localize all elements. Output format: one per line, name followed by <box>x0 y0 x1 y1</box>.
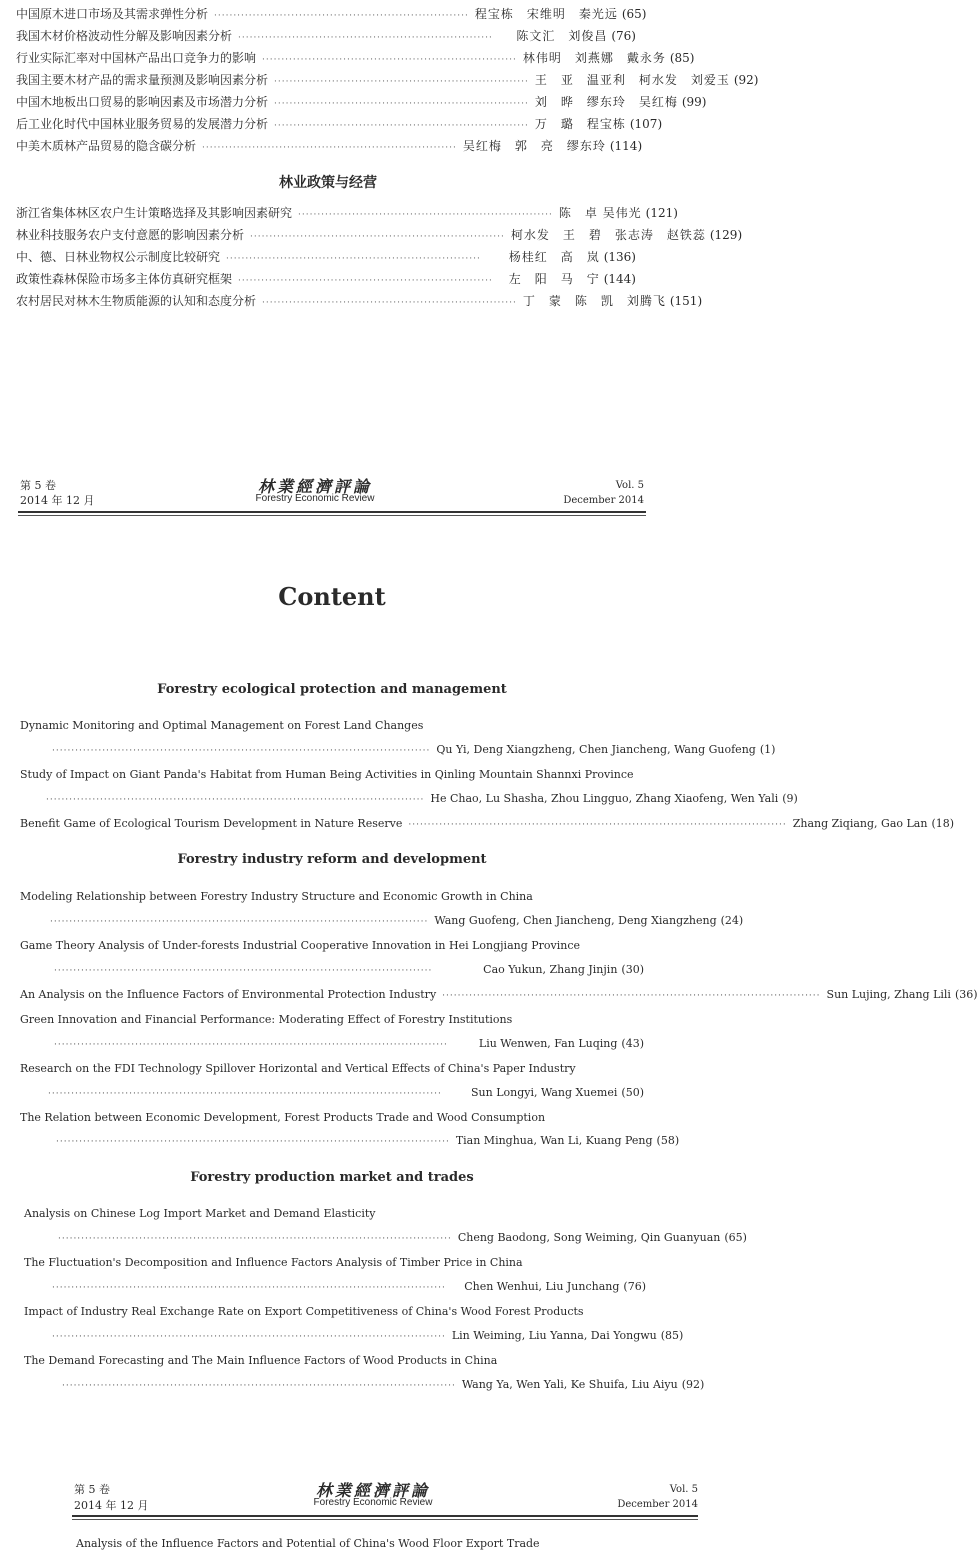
leader-dots: ·································································· <box>262 55 517 65</box>
toc-entry-byline[interactable] <box>56 1133 680 1149</box>
entry-title: An Analysis on the Influence Factors of Environmental Protection Industry <box>20 988 437 1001</box>
toc-entry-title-cut[interactable]: Analysis of the Influence Factors and Potential of China's Wood Floor Export Trade <box>76 1537 540 1550</box>
cn-section-heading: 林业政策与经营 <box>279 175 377 191</box>
toc-entry-title[interactable]: Analysis on Chinese Log Import Market and Demand Elasticity <box>24 1207 376 1220</box>
header-date-cn: 2014 年 12 月 <box>20 494 95 507</box>
entry-authors: Chen Wenhui, Liu Junchang <box>464 1280 620 1293</box>
header-volume-en: Vol. 5 <box>615 480 644 491</box>
toc-entry-cn[interactable] <box>16 49 695 67</box>
leader-dots: ······································································································ <box>48 1089 442 1099</box>
entry-authors: 陈 卓 吴伟光 <box>558 206 642 220</box>
header-date-en: December 2014 <box>617 1499 698 1510</box>
leader-dots: ·································································· <box>298 210 553 220</box>
leader-dots: ·································································· <box>214 11 469 21</box>
toc-entry-byline[interactable] <box>52 742 776 758</box>
leader-dots: ······································································································ <box>52 1332 446 1342</box>
entry-title: 中、德、日林业物权公示制度比较研究 <box>16 250 221 264</box>
entry-page: (76) <box>623 1280 646 1293</box>
entry-authors: Wang Ya, Wen Yali, Ke Shuifa, Liu Aiyu <box>461 1378 678 1391</box>
entry-title: 农村居民对林木生物质能源的认知和态度分析 <box>16 294 257 308</box>
entry-authors: 林伟明 刘燕娜 戴永务 <box>522 51 666 65</box>
entry-authors: 万 璐 程宝栋 <box>534 117 626 131</box>
entry-authors: 杨桂红 高 岚 <box>508 250 600 264</box>
toc-entry-byline[interactable] <box>50 913 744 929</box>
entry-title: 我国木材价格波动性分解及影响因素分析 <box>16 29 233 43</box>
header-rule <box>18 511 646 513</box>
entry-page: (107) <box>629 117 663 131</box>
entry-authors: 王 亚 温亚利 柯水发 刘爱玉 <box>534 73 730 87</box>
entry-authors: Sun Longyi, Wang Xuemei <box>471 1086 618 1099</box>
leader-dots: ······································································································ <box>62 1381 456 1391</box>
toc-entry-title[interactable]: Game Theory Analysis of Under-forests Industrial Cooperative Innovation in Hei Longjiang Province <box>20 939 581 952</box>
journal-logo: 林業經濟評論 <box>315 1481 430 1500</box>
toc-entry-cn[interactable] <box>16 137 643 155</box>
journal-name-en: Forestry Economic Review <box>255 493 375 504</box>
entry-authors: 吴红梅 郭 亮 缪东玲 <box>462 139 606 153</box>
entry-title: 政策性森林保险市场多主体仿真研究框架 <box>16 272 233 286</box>
leader-dots: ·································································· <box>274 77 529 87</box>
toc-entry-cn[interactable] <box>16 71 759 89</box>
header-rule-thin <box>18 515 646 516</box>
leader-dots: ·································································· <box>274 121 529 131</box>
entry-authors: 刘 晔 缪东玲 吴红梅 <box>534 95 678 109</box>
entry-authors: 左 阳 马 宁 <box>508 272 600 286</box>
toc-entry-title[interactable]: The Demand Forecasting and The Main Influence Factors of Wood Products in China <box>24 1354 498 1367</box>
toc-entry[interactable] <box>20 987 978 1003</box>
toc-entry[interactable] <box>20 816 955 832</box>
toc-entry-cn[interactable] <box>16 27 636 45</box>
toc-entry-cn[interactable] <box>16 115 663 133</box>
header-rule-thin <box>72 1519 698 1520</box>
leader-dots: ·································································· <box>226 254 481 264</box>
entry-authors: 柯水发 王 碧 张志涛 赵铁蕊 <box>510 228 706 242</box>
entry-authors: Cheng Baodong, Song Weiming, Qin Guanyuan <box>457 1231 721 1244</box>
entry-title: Benefit Game of Ecological Tourism Development in Nature Reserve <box>20 817 403 830</box>
entry-title: 中国木地板出口贸易的影响因素及市场潜力分析 <box>16 95 269 109</box>
header-date-cn: 2014 年 12 月 <box>74 1499 149 1512</box>
entry-title: 后工业化时代中国林业服务贸易的发展潜力分析 <box>16 117 269 131</box>
page-title: Content <box>278 582 386 611</box>
entry-page: (18) <box>931 817 955 830</box>
toc-entry-byline[interactable] <box>48 1085 644 1101</box>
entry-title: 中国原木进口市场及其需求弹性分析 <box>16 7 209 21</box>
toc-entry-title[interactable]: Research on the FDI Technology Spillover Horizontal and Vertical Effects of China's Paper Industry <box>20 1062 576 1075</box>
entry-page: (99) <box>681 95 707 109</box>
toc-entry-title[interactable]: Impact of Industry Real Exchange Rate on Export Competitiveness of China's Wood Forest Products <box>24 1305 584 1318</box>
toc-entry-byline[interactable] <box>54 1036 644 1052</box>
toc-entry-byline[interactable] <box>54 962 644 978</box>
toc-entry-cn[interactable] <box>16 93 707 111</box>
entry-page: (92) <box>681 1378 705 1391</box>
entry-title: 行业实际汇率对中国林产品出口竞争力的影响 <box>16 51 257 65</box>
header-date-en: December 2014 <box>563 495 644 506</box>
entry-page: (114) <box>609 139 643 153</box>
header-volume-cn: 第 5 卷 <box>74 1483 110 1496</box>
journal-name-en: Forestry Economic Review <box>313 1497 433 1508</box>
toc-entry-title[interactable]: Dynamic Monitoring and Optimal Management on Forest Land Changes <box>20 719 424 732</box>
toc-entry-title[interactable]: Study of Impact on Giant Panda's Habitat from Human Being Activities in Qinling Mountain Shannxi Province <box>20 768 634 781</box>
entry-page: (151) <box>669 294 703 308</box>
toc-entry-byline[interactable] <box>52 1328 684 1344</box>
entry-page: (144) <box>603 272 636 286</box>
leader-dots: ·································································· <box>238 33 493 43</box>
entry-page: (65) <box>724 1231 747 1244</box>
toc-entry-title[interactable]: Modeling Relationship between Forestry Industry Structure and Economic Growth in China <box>20 890 533 903</box>
leader-dots: ·································································· <box>202 143 457 153</box>
entry-authors: 丁 蒙 陈 凯 刘腾飞 <box>522 294 666 308</box>
header-volume-en: Vol. 5 <box>669 1484 698 1495</box>
leader-dots: ·································································································· <box>52 746 431 756</box>
entry-page: (43) <box>621 1037 644 1050</box>
header-rule <box>72 1515 698 1517</box>
leader-dots: ·································································································· <box>46 795 425 805</box>
toc-entry-byline[interactable] <box>52 1279 646 1295</box>
entry-page: (50) <box>621 1086 644 1099</box>
entry-authors: Tian Minghua, Wan Li, Kuang Peng <box>455 1134 653 1147</box>
header-volume-cn: 第 5 卷 <box>20 479 56 492</box>
toc-entry-cn[interactable] <box>16 248 636 266</box>
entry-page: (121) <box>645 206 678 220</box>
leader-dots: ······································································································ <box>58 1234 452 1244</box>
leader-dots: ·································································· <box>274 99 529 109</box>
section-heading: Forestry industry reform and development <box>177 852 487 867</box>
toc-entry-title[interactable]: Green Innovation and Financial Performance: Moderating Effect of Forestry Institutions <box>20 1013 513 1026</box>
entry-page: (58) <box>656 1134 680 1147</box>
toc-entry-byline[interactable] <box>46 791 798 807</box>
entry-authors: Lin Weiming, Liu Yanna, Dai Yongwu <box>451 1329 657 1342</box>
entry-authors: Qu Yi, Deng Xiangzheng, Chen Jiancheng, Wang Guofeng <box>436 743 756 756</box>
toc-entry-cn[interactable] <box>16 270 636 288</box>
toc-entry-byline[interactable] <box>58 1230 747 1246</box>
entry-page: (65) <box>621 7 647 21</box>
leader-dots: ·································································································· <box>408 820 787 830</box>
entry-title: 中美木质林产品贸易的隐含碳分析 <box>16 139 197 153</box>
entry-authors: Wang Guofeng, Chen Jiancheng, Deng Xiangzheng <box>434 914 717 927</box>
entry-page: (9) <box>782 792 798 805</box>
entry-authors: Cao Yukun, Zhang Jinjin <box>483 963 618 976</box>
entry-authors: 程宝栋 宋维明 秦光远 <box>474 7 618 21</box>
entry-page: (136) <box>603 250 636 264</box>
entry-page: (30) <box>621 963 644 976</box>
leader-dots: ·································································································· <box>442 991 821 1001</box>
entry-page: (1) <box>759 743 776 756</box>
entry-authors: Sun Lujing, Zhang Lili <box>826 988 951 1001</box>
entry-title: 浙江省集体林区农户生计策略选择及其影响因素研究 <box>16 206 293 220</box>
entry-page: (85) <box>660 1329 684 1342</box>
toc-entry-cn[interactable] <box>16 204 678 222</box>
leader-dots: ······································································································ <box>54 1040 448 1050</box>
section-heading: Forestry production market and trades <box>190 1170 474 1185</box>
journal-logo: 林業經濟評論 <box>257 477 372 496</box>
entry-authors: 陈文汇 刘俊昌 <box>516 29 608 43</box>
entry-page: (85) <box>669 51 695 65</box>
entry-title: 我国主要木材产品的需求量预测及影响因素分析 <box>16 73 269 87</box>
toc-entry-title[interactable]: The Relation between Economic Development, Forest Products Trade and Wood Consumption <box>20 1111 546 1124</box>
entry-page: (129) <box>709 228 743 242</box>
leader-dots: ·································································································· <box>50 917 429 927</box>
toc-entry-cn[interactable] <box>16 292 703 310</box>
leader-dots: ······································································································ <box>56 1137 450 1147</box>
entry-page: (92) <box>733 73 759 87</box>
leader-dots: ·································································· <box>250 232 505 242</box>
toc-entry-cn[interactable] <box>16 5 647 23</box>
entry-authors: Liu Wenwen, Fan Luqing <box>478 1037 618 1050</box>
entry-authors: Zhang Ziqiang, Gao Lan <box>792 817 928 830</box>
leader-dots: ·································································· <box>238 276 493 286</box>
entry-authors: He Chao, Lu Shasha, Zhou Lingguo, Zhang Xiaofeng, Wen Yali <box>430 792 779 805</box>
toc-entry-title[interactable]: The Fluctuation's Decomposition and Influence Factors Analysis of Timber Price in China <box>24 1256 523 1269</box>
leader-dots: ·································································································· <box>54 966 433 976</box>
entry-title: 林业科技服务农户支付意愿的影响因素分析 <box>16 228 245 242</box>
entry-page: (24) <box>720 914 744 927</box>
entry-page: (36) <box>954 988 978 1001</box>
leader-dots: ·································································· <box>262 298 517 308</box>
toc-entry-byline[interactable] <box>62 1377 705 1393</box>
leader-dots: ······································································································ <box>52 1283 446 1293</box>
entry-page: (76) <box>611 29 636 43</box>
section-heading: Forestry ecological protection and management <box>157 682 507 697</box>
toc-entry-cn[interactable] <box>16 226 743 244</box>
